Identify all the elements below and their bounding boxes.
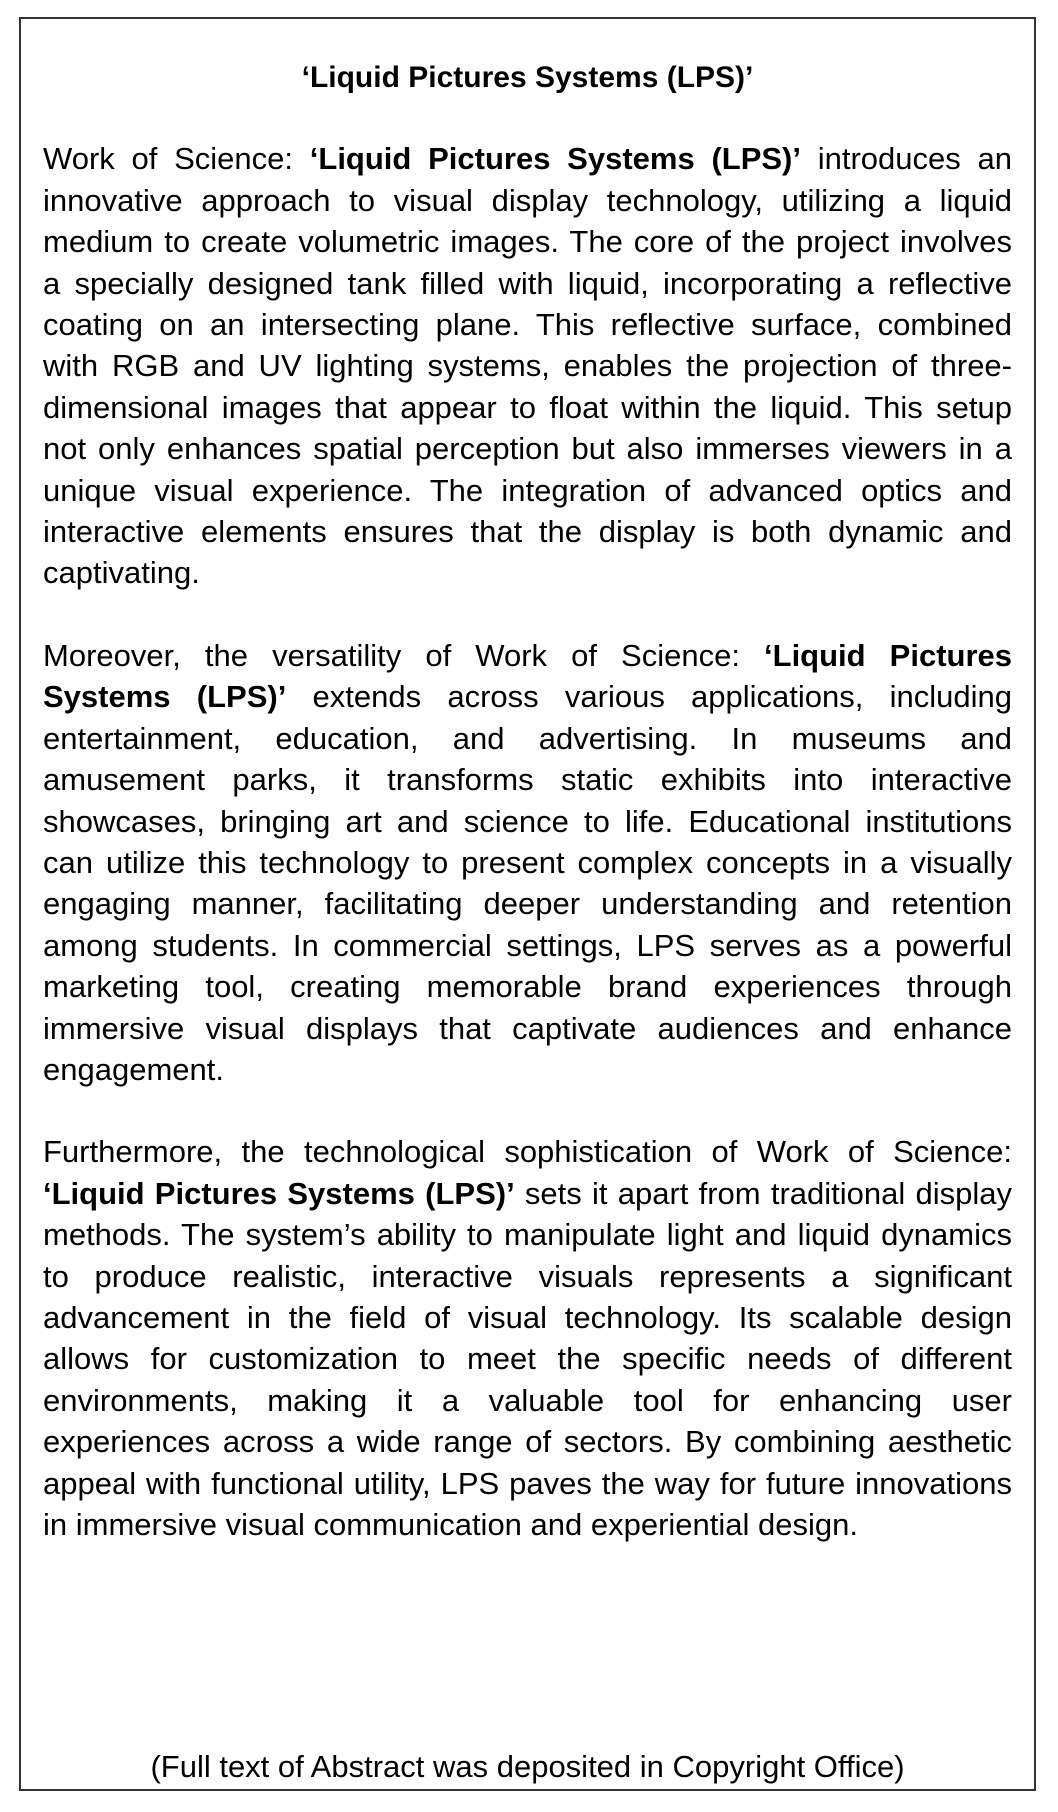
copyright-footer: (Full text of Abstract was deposited in Copyright Office) (150, 1749, 905, 1784)
paragraph-1-project-name: ‘Liquid Pictures Systems (LPS)’ (309, 141, 801, 177)
paragraph-1 (43, 138, 1012, 593)
paragraph-2 (43, 635, 1012, 1090)
paragraph-2-lead: Moreover, the versatility of Work of Science: (43, 637, 765, 673)
paragraph-1-lead: Work of Science: (43, 141, 310, 177)
paragraph-3-project-name: ‘Liquid Pictures Systems (LPS)’ (43, 1175, 515, 1211)
paragraph-2-body: extends across various applications, including entertainment, education, and advertising. In museums and amusement parks, it transforms static exhibits into interactive showcases, bringing art and science to life. Educational institutions can utilize this technology to present complex concepts in a visually engaging manner, facilitating deeper understanding and retention among students. In commercial settings, LPS serves as a powerful marketing tool, creating memorable brand experiences through immersive visual displays that captivate audiences and enhance engagement. (43, 679, 1012, 1087)
document-title: ‘Liquid Pictures Systems (LPS)’ (301, 61, 754, 94)
paragraph-2-project-name: ‘Liquid Pictures Systems (LPS)’ (43, 637, 1013, 715)
paragraph-3-lead: Furthermore, the technological sophistication of Work of Science: (43, 1134, 1012, 1170)
abstract-frame (19, 17, 1036, 1791)
paragraph-1-body: introduces an innovative approach to visual display technology, utilizing a liquid medium to create volumetric images. The core of the project involves a specially designed tank filled with liquid, incorporating a reflective coating on an intersecting plane. This reflective surface, combined with RGB and UV lighting systems, enables the projection of three-dimensional images that appear to float within the liquid. This setup not only enhances spatial perception but also immerses viewers in a unique visual experience. The integration of advanced optics and interactive elements ensures that the display is both dynamic and captivating. (43, 141, 1012, 591)
abstract-content (43, 57, 1012, 1586)
paragraph-3-body: sets it apart from traditional display methods. The system’s ability to manipulate light and liquid dynamics to produce realistic, interactive visuals represents a significant advancement in the field of visual technology. Its scalable design allows for customization to meet the specific needs of different environments, making it a valuable tool for enhancing user experiences across a wide range of sectors. By combining aesthetic appeal with functional utility, LPS paves the way for future innovations in immersive visual communication and experiential design. (43, 1175, 1012, 1542)
paragraph-3 (43, 1131, 1012, 1545)
